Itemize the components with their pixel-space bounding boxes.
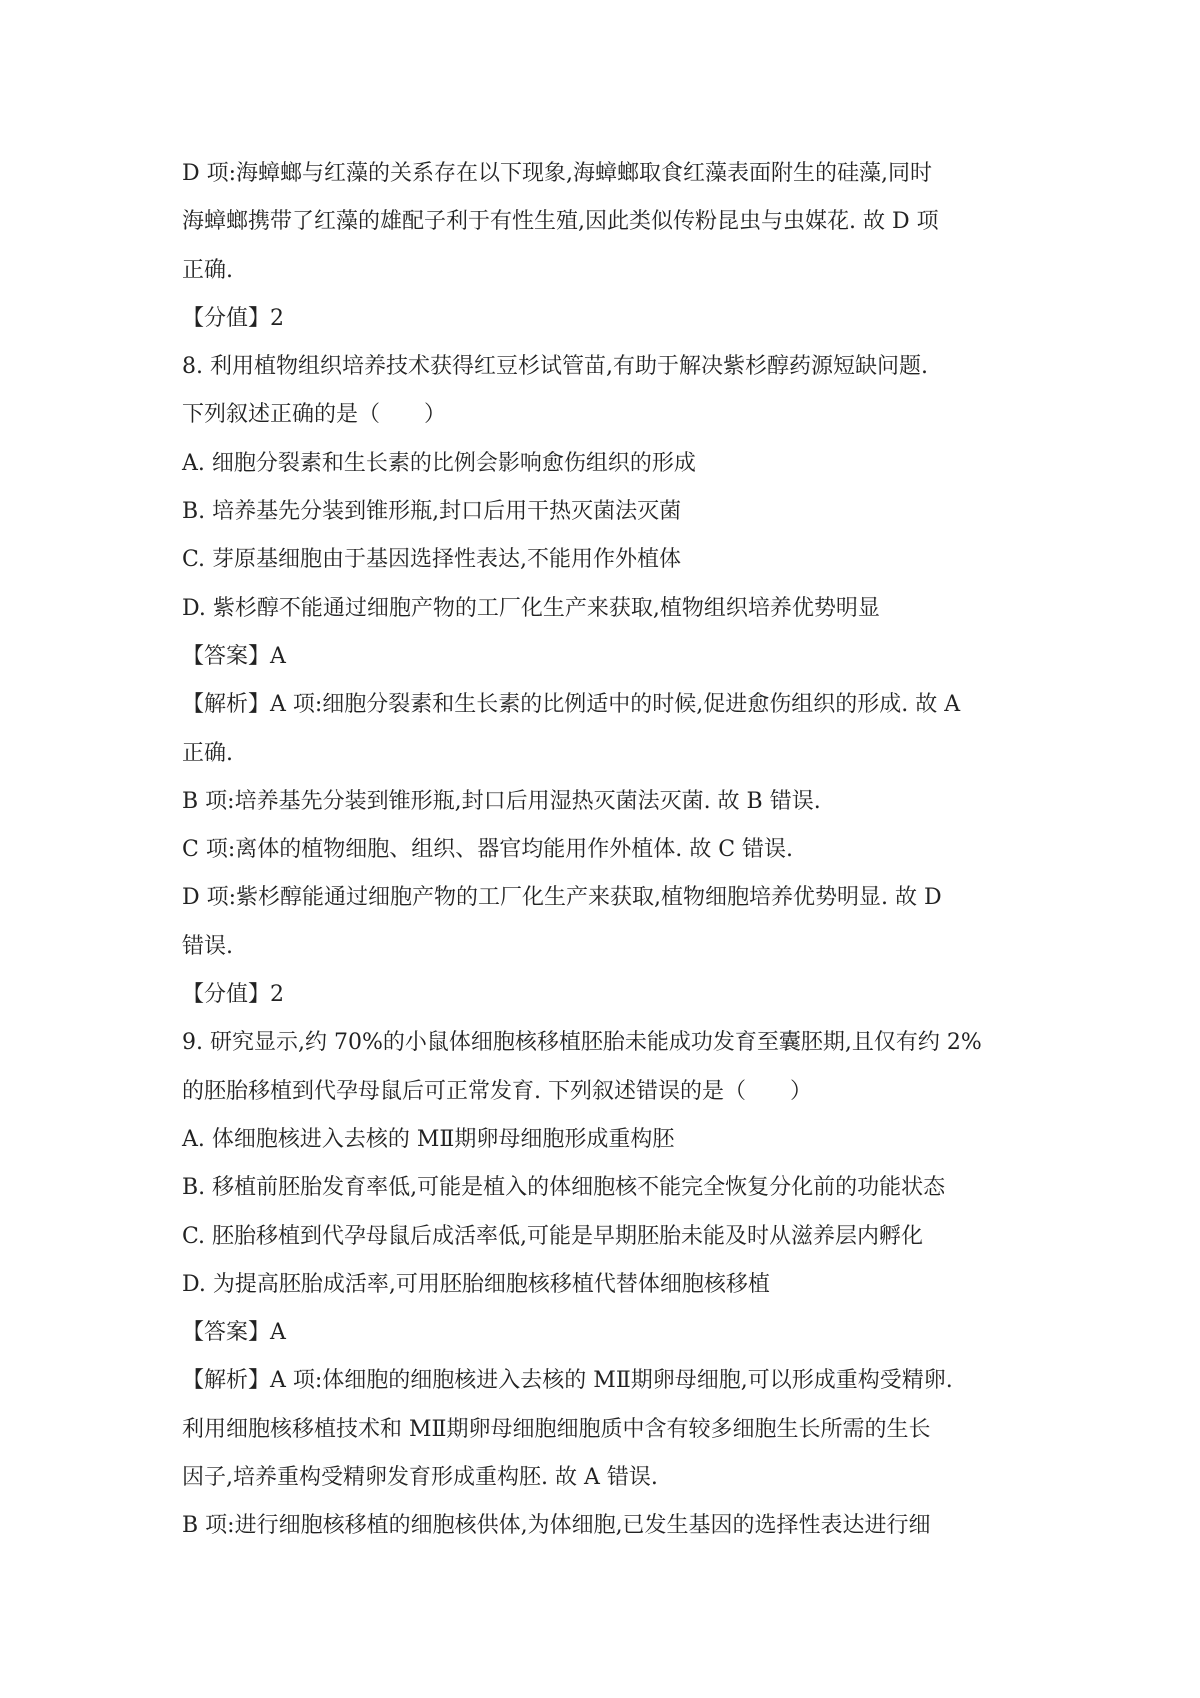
text-line: 【答案】A — [182, 643, 286, 669]
text-line: D 项:紫杉醇能通过细胞产物的工厂化生产来获取,植物细胞培养优势明显. 故 D — [182, 885, 942, 911]
text-line: C 项:离体的植物细胞、组织、器官均能用作外植体. 故 C 错误. — [182, 837, 794, 863]
text-line: D 项:海蟑螂与红藻的关系存在以下现象,海蟑螂取食红藻表面附生的硅藻,同时 — [182, 161, 933, 186]
text-line: B. 移植前胚胎发育率低,可能是植入的体细胞核不能完全恢复分化前的功能状态 — [182, 1175, 946, 1201]
text-line: 8. 利用植物组织培养技术获得红豆杉试管苗,有助于解决紫杉醇药源短缺问题. — [182, 354, 928, 380]
text-line: C. 芽原基细胞由于基因选择性表达,不能用作外植体 — [182, 547, 682, 573]
text-line: 【解析】A 项:细胞分裂素和生长素的比例适中的时候,促进愈伤组织的形成. 故 A — [182, 692, 961, 718]
text-line: B 项:进行细胞核移植的细胞核供体,为体细胞,已发生基因的选择性表达进行细 — [182, 1513, 931, 1539]
text-line: 9. 研究显示,约 70%的小鼠体细胞核移植胚胎未能成功发育至囊胚期,且仅有约 2% — [182, 1030, 982, 1056]
text-line: C. 胚胎移植到代孕母鼠后成活率低,可能是早期胚胎未能及时从滋养层内孵化 — [182, 1223, 924, 1249]
document-body — [182, 150, 1052, 1551]
text-line: 【分值】2 — [182, 305, 284, 331]
text-line: D. 紫杉醇不能通过细胞产物的工厂化生产来获取,植物组织培养优势明显 — [182, 595, 880, 621]
text-line: 【答案】A — [182, 1320, 286, 1346]
text-line: 正确. — [182, 740, 233, 766]
text-line: 下列叙述正确的是（ ） — [182, 402, 447, 428]
text-line: A. 细胞分裂素和生长素的比例会影响愈伤组织的形成 — [182, 450, 696, 476]
text-line: 【分值】2 — [182, 982, 284, 1008]
text-line: 正确. — [182, 257, 233, 283]
text-line: D. 为提高胚胎成活率,可用胚胎细胞核移植代替体细胞核移植 — [182, 1271, 770, 1297]
text-line: 利用细胞核移植技术和 MⅡ期卵母细胞细胞质中含有较多细胞生长所需的生长 — [182, 1416, 931, 1442]
text-line: A. 体细胞核进入去核的 MⅡ期卵母细胞形成重构胚 — [182, 1126, 675, 1152]
text-line: B 项:培养基先分装到锥形瓶,封口后用湿热灭菌法灭菌. 故 B 错误. — [182, 788, 821, 814]
text-line: B. 培养基先分装到锥形瓶,封口后用干热灭菌法灭菌 — [182, 499, 682, 525]
text-line: 错误. — [182, 933, 233, 959]
text-line: 因子,培养重构受精卵发育形成重构胚. 故 A 错误. — [182, 1465, 658, 1491]
text-line: 【解析】A 项:体细胞的细胞核进入去核的 MⅡ期卵母细胞,可以形成重构受精卵. — [182, 1368, 953, 1394]
text-line: 海蟑螂携带了红藻的雄配子利于有性生殖,因此类似传粉昆虫与虫媒花. 故 D 项 — [182, 209, 939, 235]
text-line: 的胚胎移植到代孕母鼠后可正常发育. 下列叙述错误的是（ ） — [182, 1078, 812, 1104]
